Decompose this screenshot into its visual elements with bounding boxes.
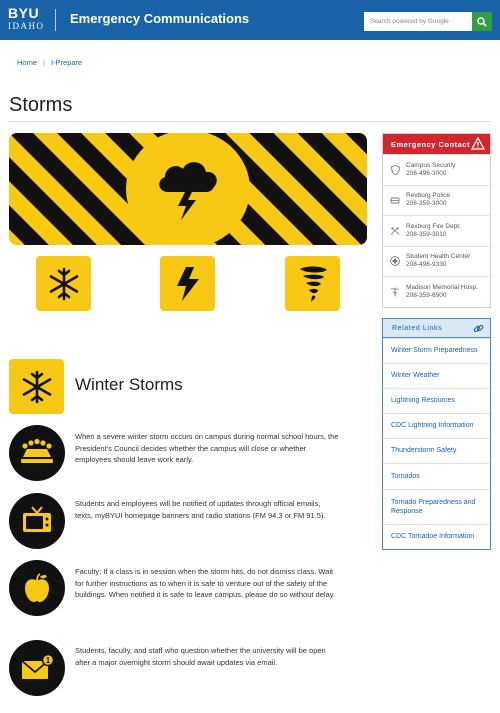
related-link-lightning-resources[interactable]: Lightning Resources	[383, 388, 490, 413]
lightning-tile[interactable]	[160, 256, 215, 311]
contact-name: Student Health Center	[406, 253, 471, 261]
winter-storm-paragraph-2: Students and employees will be notified of updates through official emails, texts, myBYUI homepage banners and radio stations (FM 94.3 or FM 91.5).	[75, 499, 326, 520]
email-notification-icon	[9, 640, 65, 696]
svg-text:1: 1	[45, 656, 51, 665]
tornado-icon	[297, 265, 329, 303]
caduceus-icon	[390, 287, 400, 297]
winter-storm-paragraph-1: When a severe winter storm occurs on campus during normal school hours, the President's Council decides whether the campus will close or whether employees should leave work early.	[75, 432, 339, 465]
related-link-tornados[interactable]: Tornados	[383, 463, 490, 489]
winter-storm-paragraph-4: Students, faculty, and staff who question whether the university will be open after a major overnight storm should await updates via email.	[75, 646, 326, 667]
winter-storms-section-icon	[9, 359, 64, 414]
contact-name: Rexburg Police	[406, 192, 451, 200]
search-input[interactable]	[364, 12, 472, 31]
contact-student-health[interactable]	[383, 246, 490, 277]
winter-storm-paragraph-3: Faculty: If a class is in session when the storm hits, do not dismiss class. Wait for further instructions as to when it is safe to venture out of the safety of the buildings. When notified it is safe to leave campus, please do so without delay.	[75, 567, 336, 600]
header-divider	[55, 9, 56, 31]
logo-bottom-text: IDAHO	[8, 21, 45, 31]
thunderstorm-icon	[152, 156, 224, 222]
title-divider	[9, 121, 491, 122]
contact-madison-memorial[interactable]	[383, 276, 490, 307]
related-link-winter-weather[interactable]: Winter Weather	[383, 363, 490, 388]
link-chain-icon	[473, 323, 484, 334]
contact-name: Campus Security	[406, 161, 456, 169]
related-link-thunderstorm-safety[interactable]: Thunderstorm Safety	[383, 438, 490, 463]
lightning-bolt-icon	[174, 266, 202, 302]
emergency-contact-title: Emergency Contact	[391, 139, 470, 149]
audience-icon	[9, 425, 65, 481]
contact-campus-security[interactable]	[383, 154, 490, 185]
search-button[interactable]	[472, 12, 492, 31]
contact-rexburg-police[interactable]	[383, 185, 490, 216]
breadcrumb-i-prepare[interactable]: I-Prepare	[50, 58, 83, 67]
contact-name: Rexburg Fire Dept.	[406, 222, 461, 230]
contact-rexburg-fire[interactable]	[383, 215, 490, 246]
emergency-contact-panel	[382, 133, 491, 308]
health-cross-icon	[390, 256, 400, 266]
winter-storms-heading: Winter Storms	[75, 375, 183, 394]
related-link-cdc-tornado[interactable]: CDC Tornadoe Information	[383, 524, 490, 549]
snowflake-icon	[20, 370, 54, 404]
hero-storm-badge	[126, 133, 250, 245]
apple-icon	[9, 560, 65, 616]
warning-triangle-icon	[471, 137, 485, 150]
contact-phone: 208-359-6900	[406, 291, 447, 299]
logo-top-text: BYU	[8, 5, 40, 21]
contact-name: Madison Memorial Hosp.	[406, 283, 478, 291]
site-header	[0, 0, 500, 40]
television-icon	[9, 493, 65, 549]
contact-phone: 208-359-3010	[406, 230, 447, 238]
page-title: Storms	[9, 94, 73, 116]
contact-phone: 208-496-9330	[406, 261, 447, 269]
storm-hero-banner	[9, 133, 367, 245]
breadcrumb	[17, 58, 82, 67]
byu-idaho-logo[interactable]	[8, 6, 45, 31]
related-links-title: Related Links	[392, 324, 443, 332]
winter-storm-tile[interactable]	[36, 256, 91, 311]
fire-axes-icon	[390, 226, 400, 236]
tornado-tile[interactable]	[285, 256, 340, 311]
breadcrumb-separator: |	[43, 58, 45, 67]
related-links-header	[383, 319, 490, 338]
related-links-panel	[382, 318, 491, 550]
emergency-contact-header	[383, 134, 490, 154]
contact-phone: 208-359-3000	[406, 200, 447, 208]
police-car-icon	[390, 195, 400, 205]
search-icon	[477, 17, 487, 27]
related-link-cdc-lightning[interactable]: CDC Lightning Information	[383, 413, 490, 438]
snowflake-icon	[47, 267, 81, 301]
shield-icon	[390, 165, 400, 175]
breadcrumb-home[interactable]: Home	[17, 58, 38, 67]
related-link-tornado-preparedness[interactable]: Tornado Preparedness and Response	[383, 489, 490, 524]
contact-phone: 208-496-3000	[406, 169, 447, 177]
related-link-winter-storm-preparedness[interactable]: Winter Storm Preparedness	[383, 338, 490, 363]
site-title[interactable]: Emergency Communications	[70, 11, 250, 26]
